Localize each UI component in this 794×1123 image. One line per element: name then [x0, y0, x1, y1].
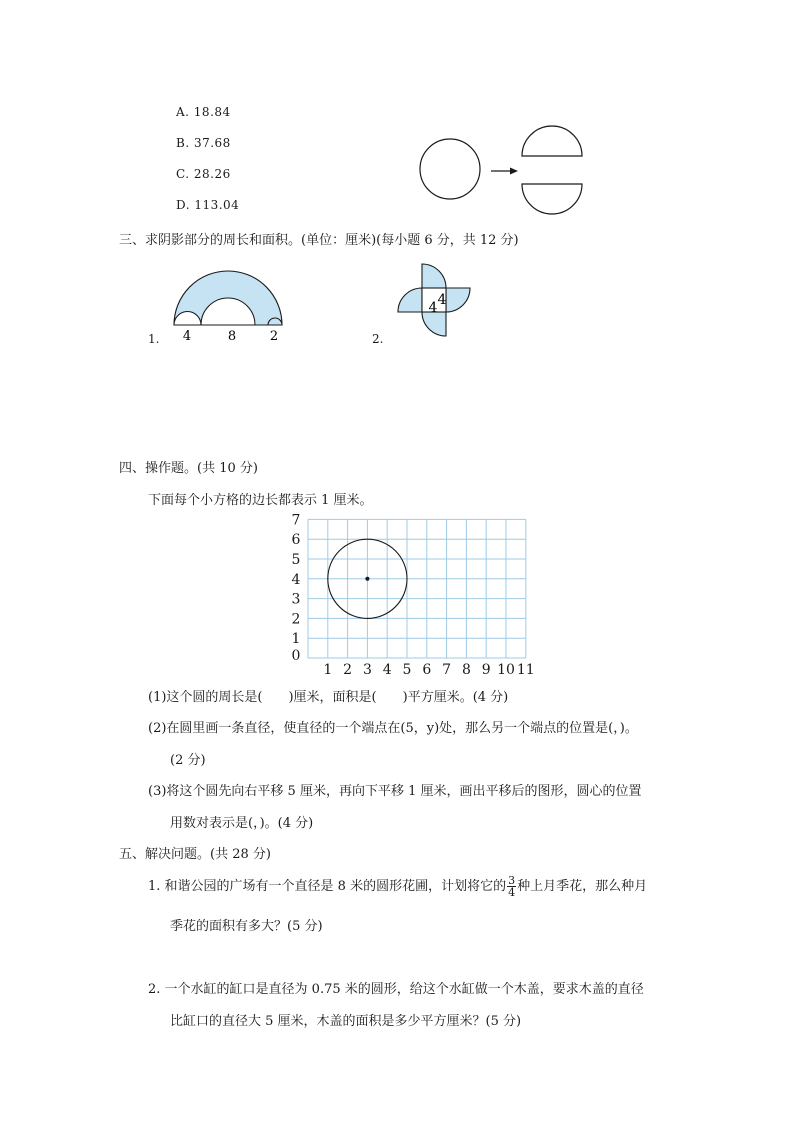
q3-line2: 用数对表示是(，)。(4 分) [170, 816, 314, 831]
fraction-numerator: 3 [508, 874, 516, 887]
problem1-line1 [148, 875, 647, 898]
q3-line1: (3)将这个圆先向右平移 5 厘米，再向下平移 1 厘米，画出平移后的图形，圆心的位置 [148, 784, 642, 799]
pinwheel-figure [394, 260, 484, 350]
x-tick-label: 4 [382, 662, 392, 678]
y-tick-label: 0 [291, 648, 301, 664]
arch-figure [160, 268, 300, 348]
problem2-line2: 比缸口的直径大 5 厘米，木盖的面积是多少平方厘米？(5 分) [170, 1014, 522, 1029]
circle-center-dot [365, 577, 369, 581]
y-tick-label: 5 [291, 552, 301, 568]
q2-score: (2 分) [170, 753, 206, 768]
problem1-pre: 1. 和谐公园的广场有一个直径是 8 米的圆形花圃，计划将它的 [148, 879, 507, 894]
square-side-label-right: 4 [437, 292, 447, 308]
x-tick-label: 6 [422, 662, 432, 678]
problem1-post: 种上月季花，那么种月 [517, 879, 648, 894]
whole-circle [420, 139, 480, 199]
y-tick-label: 3 [291, 591, 301, 608]
option-a: A. 18.84 [176, 105, 231, 119]
left-petal [398, 288, 422, 312]
problem1-line2: 季花的面积有多大？(5 分) [170, 919, 323, 934]
x-tick-label: 11 [516, 662, 535, 678]
fraction-denominator: 4 [508, 886, 516, 899]
x-tick-label: 5 [402, 662, 412, 678]
option-b: B. 37.68 [176, 136, 231, 150]
x-tick-label: 7 [442, 662, 452, 678]
problem2-line1: 2. 一个水缸的缸口是直径为 0.75 米的圆形，给这个水缸做一个木盖，要求木盖的直径 [148, 982, 644, 997]
section4-intro: 下面每个小方格的边长都表示 1 厘米。 [148, 493, 373, 508]
x-tick-label: 8 [461, 662, 471, 678]
y-tick-label: 6 [291, 532, 301, 549]
circle-cut-figure [410, 120, 590, 220]
lower-half-circle [522, 184, 582, 214]
coordinate-grid [284, 508, 544, 680]
y-tick-label: 7 [291, 512, 301, 529]
y-axis-ticks [292, 512, 301, 664]
arch-label-4: 4 [182, 329, 192, 344]
square-side-label-bottom: 4 [428, 300, 438, 316]
y-tick-label: 1 [291, 631, 301, 648]
x-tick-label: 3 [362, 662, 372, 678]
section5-heading: 五、解决问题。(共 28 分) [119, 847, 271, 862]
q2-text: (2)在圆里画一条直径，使直径的一个端点在(5，y)处，那么另一个端点的位置是(，)。 [148, 721, 638, 736]
x-tick-label: 1 [323, 662, 333, 678]
y-tick-label: 4 [291, 571, 301, 588]
section4-heading: 四、操作题。(共 10 分) [119, 461, 258, 476]
right-petal [446, 288, 470, 312]
x-tick-label: 2 [343, 662, 353, 678]
arch-label-2: 2 [269, 329, 279, 344]
arrow-head [510, 168, 518, 175]
x-tick-label: 10 [497, 662, 515, 678]
option-d: D. 113.04 [176, 198, 240, 212]
option-c: C. 28.26 [176, 167, 231, 181]
three-quarters-fraction [507, 875, 516, 898]
top-petal [422, 264, 446, 288]
upper-half-circle [522, 126, 582, 156]
fig1-number: 1. [148, 332, 160, 346]
x-tick-label: 9 [481, 662, 491, 678]
y-tick-label: 2 [291, 611, 301, 628]
fig2-number: 2. [372, 332, 384, 346]
arch-label-8: 8 [227, 329, 237, 344]
section3-heading: 三、求阴影部分的周长和面积。(单位：厘米)(每小题 6 分，共 12 分) [119, 233, 519, 248]
q1-text: (1)这个圆的周长是( )厘米，面积是( )平方厘米。(4 分) [148, 690, 509, 705]
grid-lines [308, 519, 526, 658]
x-axis-ticks [323, 662, 534, 678]
